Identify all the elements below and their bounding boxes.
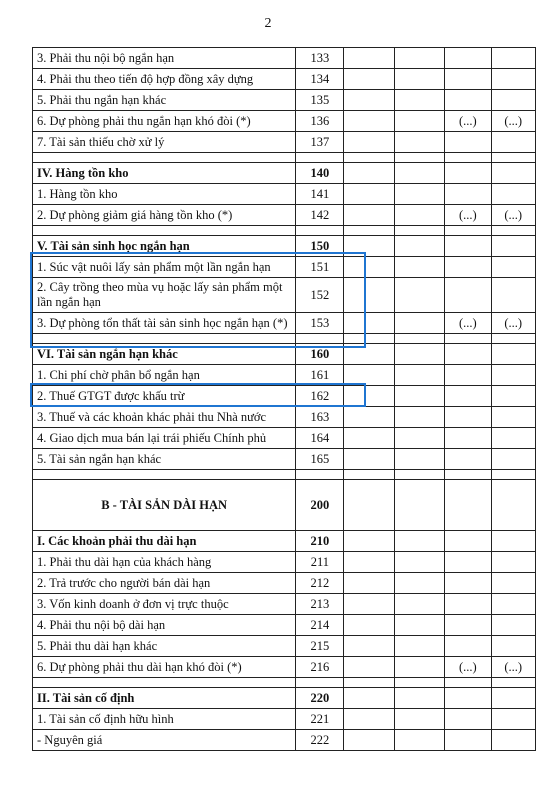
row-code: 137 [296, 132, 344, 153]
row-label: 6. Dự phòng phải thu ngắn hạn khó đòi (*) [33, 111, 296, 132]
table-row [33, 278, 536, 313]
table-row [33, 48, 536, 69]
table-row [33, 365, 536, 386]
row-code: 150 [296, 236, 344, 257]
table-row [33, 730, 536, 751]
balance-sheet-table [32, 47, 536, 751]
row-code: 210 [296, 531, 344, 552]
row-label: 1. Súc vật nuôi lấy sản phẩm một lần ngắn hạn [33, 257, 296, 278]
spacer-row [33, 334, 536, 344]
row-code: 135 [296, 90, 344, 111]
row-code: 200 [296, 480, 344, 531]
row-code: 165 [296, 449, 344, 470]
row-code: 164 [296, 428, 344, 449]
row-code: 161 [296, 365, 344, 386]
table-row [33, 90, 536, 111]
row-amount-previous: (...) [491, 313, 536, 334]
row-amount-previous: (...) [491, 111, 536, 132]
table-row [33, 531, 536, 552]
spacer-row [33, 153, 536, 163]
row-label: 3. Phải thu nội bộ ngắn hạn [33, 48, 296, 69]
table-row [33, 132, 536, 153]
row-code: 216 [296, 657, 344, 678]
table-row [33, 573, 536, 594]
row-label: 1. Hàng tồn kho [33, 184, 296, 205]
row-label: 2. Thuế GTGT được khấu trừ [33, 386, 296, 407]
row-code: 151 [296, 257, 344, 278]
table-row [33, 615, 536, 636]
row-label: 4. Phải thu theo tiến độ hợp đồng xây dựng [33, 69, 296, 90]
part-heading: B - TÀI SẢN DÀI HẠN [33, 480, 296, 531]
table-row [33, 205, 536, 226]
spacer-row [33, 226, 536, 236]
row-label: 4. Phải thu nội bộ dài hạn [33, 615, 296, 636]
row-label: - Nguyên giá [33, 730, 296, 751]
row-code: 163 [296, 407, 344, 428]
row-label: 3. Dự phòng tổn thất tài sản sinh học ngắn hạn (*) [33, 313, 296, 334]
row-label: 6. Dự phòng phải thu dài hạn khó đòi (*) [33, 657, 296, 678]
section-heading: V. Tài sản sinh học ngắn hạn [33, 236, 296, 257]
table-row [33, 313, 536, 334]
row-code: 213 [296, 594, 344, 615]
row-code: 160 [296, 344, 344, 365]
table-row [33, 184, 536, 205]
spacer-row [33, 678, 536, 688]
row-label: 5. Tài sản ngắn hạn khác [33, 449, 296, 470]
table-row [33, 428, 536, 449]
table-row [33, 407, 536, 428]
section-heading: VI. Tài sản ngắn hạn khác [33, 344, 296, 365]
row-amount-previous: (...) [491, 205, 536, 226]
table-row [33, 236, 536, 257]
row-label: 1. Tài sản cố định hữu hình [33, 709, 296, 730]
table-row [33, 657, 536, 678]
row-code: 141 [296, 184, 344, 205]
table-row [33, 480, 536, 531]
row-code: 133 [296, 48, 344, 69]
row-amount-current: (...) [445, 313, 491, 334]
row-label: 2. Cây trồng theo mùa vụ hoặc lấy sản phẩm một lần ngắn hạn [33, 278, 296, 313]
table-row [33, 594, 536, 615]
row-code: 152 [296, 278, 344, 313]
row-code: 136 [296, 111, 344, 132]
row-label: 2. Dự phòng giảm giá hàng tồn kho (*) [33, 205, 296, 226]
table-row [33, 163, 536, 184]
row-code: 212 [296, 573, 344, 594]
row-code: 220 [296, 688, 344, 709]
table-row [33, 344, 536, 365]
table-row [33, 69, 536, 90]
row-code: 221 [296, 709, 344, 730]
row-code: 214 [296, 615, 344, 636]
row-label: 7. Tài sản thiếu chờ xử lý [33, 132, 296, 153]
row-label: 4. Giao dịch mua bán lại trái phiếu Chính phủ [33, 428, 296, 449]
table-row [33, 386, 536, 407]
row-label: 2. Trả trước cho người bán dài hạn [33, 573, 296, 594]
row-amount-current: (...) [445, 205, 491, 226]
row-label: 1. Phải thu dài hạn của khách hàng [33, 552, 296, 573]
row-code: 215 [296, 636, 344, 657]
table-row [33, 257, 536, 278]
table-row [33, 552, 536, 573]
table-row [33, 688, 536, 709]
row-code: 142 [296, 205, 344, 226]
row-code: 162 [296, 386, 344, 407]
row-code: 140 [296, 163, 344, 184]
section-heading: IV. Hàng tồn kho [33, 163, 296, 184]
row-amount-current: (...) [445, 111, 491, 132]
row-code: 153 [296, 313, 344, 334]
table-row [33, 709, 536, 730]
row-label: 1. Chi phí chờ phân bổ ngắn hạn [33, 365, 296, 386]
row-label: 5. Phải thu dài hạn khác [33, 636, 296, 657]
page-number: 2 [264, 16, 272, 31]
row-label: 3. Vốn kinh doanh ở đơn vị trực thuộc [33, 594, 296, 615]
table-row [33, 636, 536, 657]
row-code: 211 [296, 552, 344, 573]
section-heading: I. Các khoản phải thu dài hạn [33, 531, 296, 552]
row-amount-previous: (...) [491, 657, 536, 678]
row-amount-current: (...) [445, 657, 491, 678]
row-label: 3. Thuế và các khoản khác phải thu Nhà nước [33, 407, 296, 428]
row-code: 134 [296, 69, 344, 90]
table-row [33, 449, 536, 470]
row-label: 5. Phải thu ngắn hạn khác [33, 90, 296, 111]
section-heading: II. Tài sản cố định [33, 688, 296, 709]
spacer-row [33, 470, 536, 480]
row-code: 222 [296, 730, 344, 751]
table-row [33, 111, 536, 132]
